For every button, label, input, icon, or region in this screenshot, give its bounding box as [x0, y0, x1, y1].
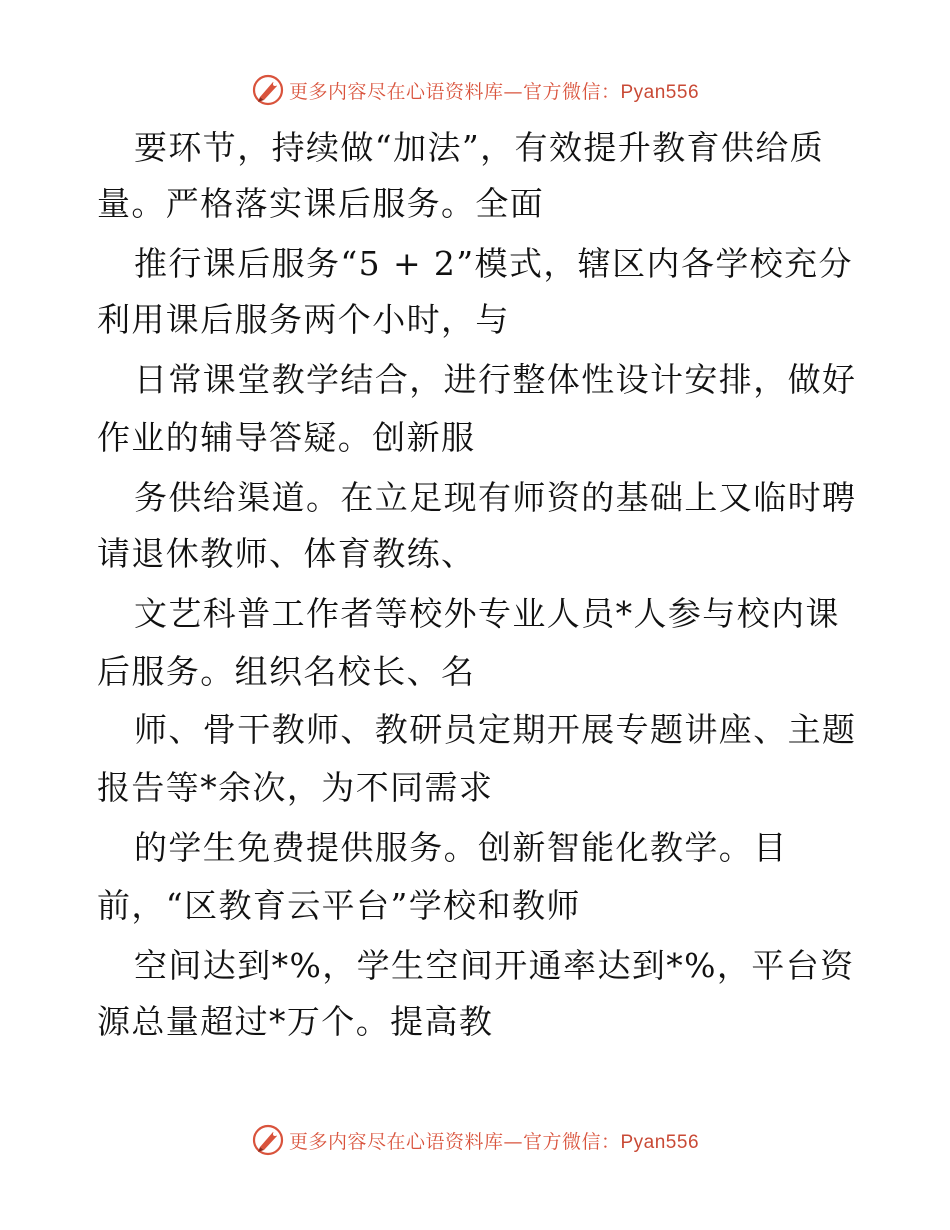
body-line: 空间达到*%，学生空间开通率达到*%，平台资 [134, 946, 855, 985]
body-line: 务供给渠道。在立足现有师资的基础上又临时聘 [134, 478, 857, 517]
body-line: 师、骨干教师、教研员定期开展专题讲座、主题 [134, 710, 857, 749]
body-line: 源总量超过*万个。提高教 [97, 1002, 494, 1041]
footer-banner-handle: Pyan556 [620, 1131, 700, 1153]
footer-banner [0, 1123, 950, 1157]
pen-nib-logo-icon [251, 1123, 285, 1157]
body-line: 的学生免费提供服务。创新智能化教学。目 [134, 828, 788, 867]
body-line: 文艺科普工作者等校外专业人员*人参与校内课 [134, 594, 840, 633]
footer-banner-text: 更多内容尽在心语资料库—官方微信：Pyan556 [288, 1130, 700, 1153]
body-line: 量。严格落实课后服务。全面 [97, 184, 545, 223]
body-line: 前，“区教育云平台”学校和教师 [97, 886, 581, 925]
body-line: 报告等*余次，为不同需求 [97, 768, 494, 807]
body-line: 要环节，持续做“加法”，有效提升教育供给质 [134, 128, 825, 167]
body-line: 后服务。组织名校长、名 [97, 652, 476, 691]
header-banner-text: 更多内容尽在心语资料库—官方微信：Pyan556 [288, 80, 700, 103]
body-line: 推行课后服务“5 + 2”模式，辖区内各学校充分 [134, 244, 853, 283]
header-banner-handle: Pyan556 [620, 81, 700, 103]
body-line: 利用课后服务两个小时，与 [97, 300, 510, 339]
body-line: 请退休教师、体育教练、 [97, 534, 476, 573]
body-line: 作业的辅导答疑。创新服 [97, 418, 476, 457]
body-line: 日常课堂教学结合，进行整体性设计安排，做好 [134, 360, 857, 399]
